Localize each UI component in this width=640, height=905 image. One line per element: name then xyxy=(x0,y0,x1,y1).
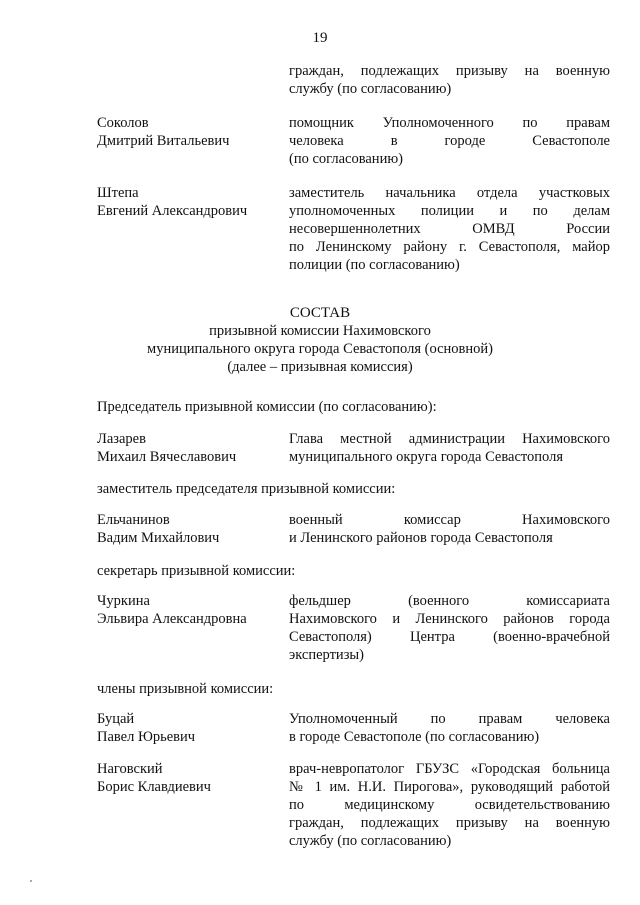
member-position-line: службу (по согласованию) xyxy=(289,833,452,849)
page-number: 19 xyxy=(312,30,328,46)
member-position-line: фельдшер (военного комиссариата xyxy=(289,593,610,609)
member-position-line: несовершеннолетних ОМВД России xyxy=(289,221,610,237)
member-position-line: экспертизы) xyxy=(289,647,364,663)
member-surname: Наговский xyxy=(97,761,163,777)
member-position-line: по Ленинскому району г. Севастополя, майор xyxy=(289,239,610,255)
member-surname: Буцай xyxy=(97,711,135,727)
member-surname: Чуркина xyxy=(97,593,150,609)
member-given-name: Борис Клавдиевич xyxy=(97,779,211,795)
member-position-line: помощник Уполномоченного по правам xyxy=(289,115,610,131)
member-given-name: Евгений Александрович xyxy=(97,203,248,219)
section-label-deputy: заместитель председателя призывной комиссии: xyxy=(97,481,396,497)
member-position-line: Нахимовского и Ленинского районов города xyxy=(289,611,610,627)
member-position-line: граждан, подлежащих призыву на военную xyxy=(289,815,610,831)
composition-heading xyxy=(0,304,640,376)
member-position-line: врач-невропатолог ГБУЗС «Городская больница xyxy=(289,761,610,777)
member-position-line: военный комиссар Нахимовского xyxy=(289,512,610,528)
member-position-line: человека в городе Севастополе xyxy=(289,133,610,149)
member-given-name: Вадим Михайлович xyxy=(97,530,220,546)
member-position-line: (по согласованию) xyxy=(289,151,403,167)
member-position-line: полиции (по согласованию) xyxy=(289,257,460,273)
member-given-name: Михаил Вячеславович xyxy=(97,449,237,465)
member-given-name: Дмитрий Витальевич xyxy=(97,133,230,149)
member-position-line: уполномоченных полиции и по делам xyxy=(289,203,610,219)
section-label-chair: Председатель призывной комиссии (по согласованию): xyxy=(97,399,437,415)
section-label-secretary: секретарь призывной комиссии: xyxy=(97,563,296,579)
member-position-line: по медицинскому освидетельствованию xyxy=(289,797,610,813)
continuation-line: службу (по согласованию) xyxy=(289,81,452,97)
continuation-line: граждан, подлежащих призыву на военную xyxy=(289,63,610,79)
member-position-line: № 1 им. Н.И. Пирогова», руководящий работой xyxy=(289,779,610,795)
member-position-line: Уполномоченный по правам человека xyxy=(289,711,610,727)
member-position-line: и Ленинского районов города Севастополя xyxy=(289,530,553,546)
member-surname: Штепа xyxy=(97,185,139,201)
member-surname: Лазарев xyxy=(97,431,146,447)
member-position-line: муниципального округа города Севастополя xyxy=(289,449,564,465)
member-surname: Соколов xyxy=(97,115,149,131)
member-position-line: в городе Севастополе (по согласованию) xyxy=(289,729,540,745)
member-surname: Ельчанинов xyxy=(97,512,170,528)
member-given-name: Павел Юрьевич xyxy=(97,729,196,745)
heading-line: призывной комиссии Нахимовского xyxy=(209,323,431,339)
section-label-members: члены призывной комиссии: xyxy=(97,681,274,697)
member-position-line: Глава местной администрации Нахимовского xyxy=(289,431,610,447)
scan-artifact xyxy=(30,880,32,882)
member-position-line: заместитель начальника отдела участковых xyxy=(289,185,610,201)
member-given-name: Эльвира Александровна xyxy=(97,611,247,627)
heading-line: (далее – призывная комиссия) xyxy=(227,359,413,375)
heading-title: СОСТАВ xyxy=(289,305,351,321)
member-position-line: Севастополя) Центра (военно-врачебной xyxy=(289,629,610,645)
heading-line: муниципального округа города Севастополя (основной) xyxy=(147,341,493,357)
